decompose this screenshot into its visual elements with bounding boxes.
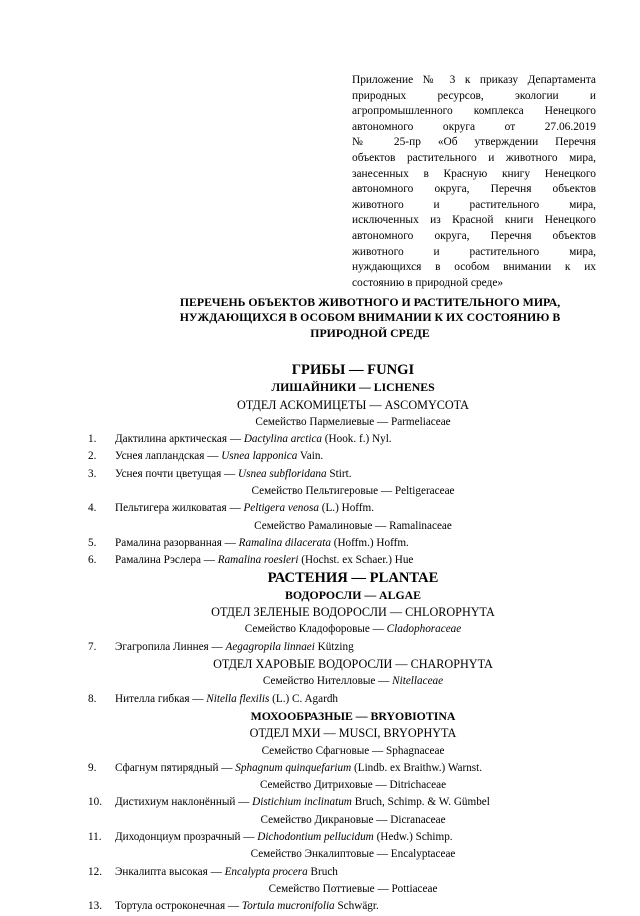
list-item: [88, 794, 618, 811]
item-number: 11.: [88, 831, 102, 844]
division-heading: ОТДЕЛ ЗЕЛЕНЫЕ ВОДОРОСЛИ — CHLOROPHYTA: [211, 605, 495, 620]
title-line: ПРИРОДНОЙ СРЕДЕ: [310, 325, 430, 340]
list-item: [88, 500, 618, 517]
family-latin-name: Nitellaceae: [392, 675, 444, 688]
item-number: 6.: [88, 554, 97, 567]
item-number: 13.: [88, 900, 102, 913]
species-russian-name: Тортула остроконечная —: [115, 900, 242, 913]
species-latin-name: Ramalina dilacerata: [238, 536, 331, 549]
kingdom-heading: ГРИБЫ — FUNGI: [291, 362, 415, 378]
species-list: [88, 362, 618, 916]
species-russian-name: Сфагнум пятирядный —: [115, 761, 236, 774]
family-russian-name: Семейство Поттиевые —: [268, 882, 392, 895]
item-number: 1.: [88, 433, 97, 446]
appendix-line: автономного округа, Перечня объектов: [352, 229, 596, 242]
family-heading: [88, 881, 618, 898]
species-latin-name: Usnea lapponica: [221, 450, 298, 463]
appendix-line: животного и растительного мира,: [352, 198, 596, 211]
item-text: [115, 639, 354, 656]
family-heading: [88, 483, 618, 500]
family-russian-name: Семейство Нителловые —: [262, 675, 393, 688]
item-number: 4.: [88, 502, 97, 515]
item-text: [115, 535, 409, 552]
appendix-note: [352, 73, 596, 291]
list-item: [88, 691, 618, 708]
appendix-line: состоянию в природной среде»: [352, 276, 504, 289]
family-latin-name: Parmeliaceae: [391, 415, 451, 428]
appendix-line: занесенных в Красную книгу Ненецкого: [352, 167, 596, 180]
species-latin-name: Tortula mucronifolia: [241, 900, 335, 913]
group-heading: ВОДОРОСЛИ — ALGAE: [284, 587, 422, 602]
item-text: [115, 500, 374, 517]
list-item: [88, 466, 618, 483]
species-russian-name: Рамалина разорванная —: [115, 536, 239, 549]
family-russian-name: Семейство Дитриховые —: [259, 779, 390, 792]
species-latin-name: Encalypta procera: [224, 865, 308, 878]
family-latin-name: Ditrichaceae: [389, 779, 447, 792]
appendix-line: № 25-пр «Об утверждении Перечня: [352, 136, 596, 149]
document-title: [100, 295, 640, 341]
list-item: [88, 639, 618, 656]
item-number: 8.: [88, 692, 97, 705]
species-author: Kützing: [314, 640, 354, 653]
species-author: (L.) C. Agardh: [269, 692, 339, 705]
group-heading: МОХООБРАЗНЫЕ — BRYOBIOTINA: [250, 708, 456, 723]
appendix-line: автономного округа от 27.06.2019: [352, 120, 596, 133]
family-heading: [88, 414, 618, 431]
family-russian-name: Семейство Пармелиевые —: [255, 415, 392, 428]
appendix-line: нуждающихся в особом внимании к их: [352, 261, 596, 274]
family-latin-name: Dicranaceae: [390, 813, 446, 826]
family-heading: [88, 673, 618, 690]
item-text: [115, 898, 379, 915]
item-number: 10.: [88, 796, 102, 809]
family-russian-name: Семейство Сфагновые —: [261, 744, 387, 757]
appendix-line: природных ресурсов, экологии и: [352, 89, 596, 102]
species-russian-name: Уснея почти цветущая —: [115, 467, 239, 480]
list-item: [88, 431, 618, 448]
list-item: [88, 535, 618, 552]
list-item: [88, 898, 618, 915]
appendix-line: агропромышленного комплекса Ненецкого: [352, 105, 596, 118]
family-heading: [88, 621, 618, 638]
item-text: [115, 829, 453, 846]
species-latin-name: Distichium inclinatum: [252, 796, 352, 809]
family-latin-name: Cladophoraceae: [386, 623, 462, 636]
species-russian-name: Диходонциум прозрачный —: [115, 831, 258, 844]
list-item: [88, 829, 618, 846]
species-latin-name: Sphagnum quinquefarium: [235, 761, 352, 774]
list-item: [88, 760, 618, 777]
species-latin-name: Peltigera venosa: [243, 502, 319, 515]
family-russian-name: Семейство Рамалиновые —: [254, 519, 390, 532]
family-heading: [88, 846, 618, 863]
family-russian-name: Семейство Пельтигеровые —: [251, 485, 395, 498]
item-text: [115, 466, 352, 483]
appendix-line: Приложение № 3 к приказу Департамента: [352, 74, 596, 86]
species-latin-name: Nitella flexilis: [206, 692, 270, 705]
list-item: [88, 864, 618, 881]
species-latin-name: Dactylina arctica: [243, 433, 322, 446]
family-heading: [88, 518, 618, 535]
appendix-line: автономного округа, Перечня объектов: [352, 183, 596, 196]
family-russian-name: Семейство Кладофоровые —: [244, 623, 387, 636]
species-author: (Hook. f.) Nyl.: [322, 433, 392, 446]
species-author: (Hedw.) Schimp.: [373, 831, 453, 844]
item-text: [115, 691, 338, 708]
item-text: [115, 864, 338, 881]
species-russian-name: Уснея лапландская —: [115, 450, 222, 463]
species-author: Bruch, Schimp. & W. Gümbel: [351, 796, 490, 809]
item-text: [115, 794, 490, 811]
family-latin-name: Sphagnaceae: [386, 744, 445, 757]
species-author: Vain.: [297, 450, 324, 463]
species-latin-name: Dichodontium pellucidum: [257, 831, 374, 844]
species-author: (Hoffm.) Hoffm.: [330, 536, 409, 549]
species-author: (Lindb. ex Braithw.) Warnst.: [351, 761, 483, 774]
item-number: 9.: [88, 761, 97, 774]
item-number: 3.: [88, 467, 97, 480]
appendix-line: животного и растительного мира,: [352, 245, 596, 258]
species-russian-name: Нителла гибкая —: [115, 692, 207, 705]
species-russian-name: Пельтигера жилковатая —: [115, 502, 244, 515]
species-russian-name: Дактилина арктическая —: [115, 433, 244, 446]
family-russian-name: Семейство Энкалиптовые —: [250, 848, 391, 861]
species-latin-name: Usnea subfloridana: [238, 467, 327, 480]
family-heading: [88, 777, 618, 794]
division-heading: ОТДЕЛ МХИ — MUSCI, BRYOPHYTA: [249, 726, 457, 741]
family-latin-name: Pottiaceae: [391, 882, 438, 895]
species-latin-name: Aegagropila linnaei: [225, 640, 315, 653]
item-text: [115, 448, 323, 465]
item-text: [115, 552, 413, 569]
item-number: 2.: [88, 450, 97, 463]
list-item: [88, 552, 618, 569]
title-line: НУЖДАЮЩИХСЯ В ОСОБОМ ВНИМАНИИ К ИХ СОСТОЯНИЮ В: [179, 310, 561, 325]
appendix-line: исключенных из Красной книги Ненецкого: [352, 214, 596, 227]
family-latin-name: Peltigeraceae: [394, 485, 455, 498]
item-number: 5.: [88, 536, 97, 549]
title-line: ПЕРЕЧЕНЬ ОБЪЕКТОВ ЖИВОТНОГО И РАСТИТЕЛЬНОГО МИРА,: [179, 295, 561, 309]
species-russian-name: Рамалина Рэслера —: [115, 554, 218, 567]
family-latin-name: Encalyptaceae: [390, 848, 456, 861]
division-heading: ОТДЕЛ ХАРОВЫЕ ВОДОРОСЛИ — CHAROPHYTA: [213, 657, 493, 672]
family-russian-name: Семейство Дикрановые —: [260, 813, 391, 826]
appendix-line: объектов растительного и животного мира,: [352, 151, 596, 164]
division-heading: ОТДЕЛ АСКОМИЦЕТЫ — ASCOMYCOTA: [237, 397, 469, 412]
species-author: (Hochst. ex Schaer.) Hue: [298, 554, 414, 567]
species-russian-name: Эгагропила Линнея —: [115, 640, 226, 653]
item-text: [115, 760, 482, 777]
item-text: [115, 431, 392, 448]
species-author: Schwägr.: [334, 900, 379, 913]
group-heading: ЛИШАЙНИКИ — LICHENES: [271, 380, 435, 395]
species-latin-name: Ramalina roesleri: [217, 554, 299, 567]
family-heading: [88, 743, 618, 760]
kingdom-heading: РАСТЕНИЯ — PLANTAE: [267, 569, 439, 586]
list-item: [88, 448, 618, 465]
item-number: 7.: [88, 640, 97, 653]
species-author: Stirt.: [326, 467, 352, 480]
species-russian-name: Энкалипта высокая —: [115, 865, 225, 878]
species-author: Bruch: [307, 865, 338, 878]
family-latin-name: Ramalinaceae: [389, 519, 452, 532]
family-heading: [88, 812, 618, 829]
species-russian-name: Дистихиум наклонённый —: [115, 796, 253, 809]
item-number: 12.: [88, 865, 102, 878]
species-author: (L.) Hoffm.: [318, 502, 375, 515]
